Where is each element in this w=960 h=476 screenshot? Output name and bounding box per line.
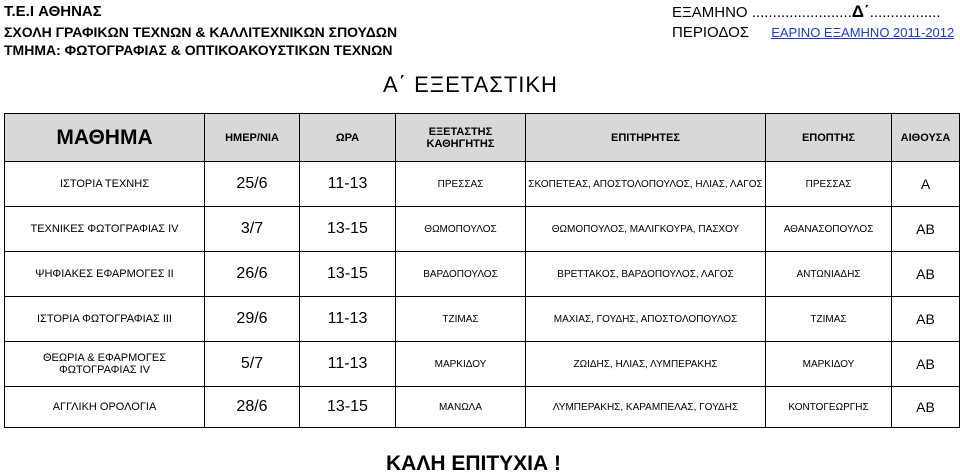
table-row xyxy=(5,342,960,387)
cell-time: 13-15 xyxy=(300,207,396,252)
cell-invigilators: ΣΚΟΠΕΤΕΑΣ, ΑΠΟΣΤΟΛΟΠΟΥΛΟΣ, ΗΛΙΑΣ, ΛΑΓΟΣ xyxy=(526,162,766,207)
cell-room: ΑΒ xyxy=(892,297,960,342)
cell-course: ΙΣΤΟΡΙΑ ΤΕΧΝΗΣ xyxy=(5,162,205,207)
cell-supervisor: ΤΖΙΜΑΣ xyxy=(766,297,892,342)
header-time: ΩΡΑ xyxy=(300,114,396,162)
good-luck-footer: ΚΑΛΗ ΕΠΙΤΥΧΙΑ ! xyxy=(386,452,562,475)
cell-course: ΤΕΧΝΙΚΕΣ ΦΩΤΟΓΡΑΦΙΑΣ IV xyxy=(5,207,205,252)
header-date: ΗΜΕΡ/ΝΙΑ xyxy=(205,114,300,162)
table-row xyxy=(5,387,960,428)
cell-course: ΙΣΤΟΡΙΑ ΦΩΤΟΓΡΑΦΙΑΣ III xyxy=(5,297,205,342)
cell-time: 11-13 xyxy=(300,162,396,207)
table-row xyxy=(5,207,960,252)
cell-examiner: ΒΑΡΔΟΠΟΥΛΟΣ xyxy=(396,252,526,297)
cell-course-line2: ΦΩΤΟΓΡΑΦΙΑΣ IV xyxy=(58,364,151,376)
cell-date: 29/6 xyxy=(205,297,300,342)
header-course: ΜΑΘΗΜΑ xyxy=(5,114,205,162)
cell-invigilators: ΘΩΜΟΠΟΥΛΟΣ, ΜΑΛΙΓΚΟΥΡΑ, ΠΑΣΧΟΥ xyxy=(526,207,766,252)
semester-label: ΕΞΑΜΗΝΟ xyxy=(672,4,748,21)
semester-line xyxy=(672,2,941,22)
cell-date: 3/7 xyxy=(205,207,300,252)
cell-supervisor: ΠΡΕΣΣΑΣ xyxy=(766,162,892,207)
table-row xyxy=(5,297,960,342)
cell-supervisor: ΜΑΡΚΙΔΟΥ xyxy=(766,342,892,387)
cell-examiner: ΜΑΝΩΛΑ xyxy=(396,387,526,428)
cell-supervisor: ΑΝΤΩΝΙΑΔΗΣ xyxy=(766,252,892,297)
header-examiner-line2: ΚΑΘΗΓΗΤΗΣ xyxy=(426,137,495,150)
exam-title: Α΄ ΕΞΕΤΑΣΤΙΚΗ xyxy=(383,72,558,97)
cell-invigilators: ΛΥΜΠΕΡΑΚΗΣ, ΚΑΡΑΜΠΕΛΑΣ, ΓΟΥΔΗΣ xyxy=(526,387,766,428)
school-name: ΣΧΟΛΗ ΓΡΑΦΙΚΩΝ ΤΕΧΝΩΝ & ΚΑΛΛΙΤΕΧΝΙΚΩΝ ΣΠΟΥΔΩΝ xyxy=(4,24,398,40)
cell-time: 13-15 xyxy=(300,387,396,428)
table-row xyxy=(5,252,960,297)
cell-examiner: ΜΑΡΚΙΔΟΥ xyxy=(396,342,526,387)
period-value: ΕΑΡΙΝΟ ΕΞΑΜΗΝΟ 2011-2012 xyxy=(771,25,955,40)
semester-dots-before: ........................ xyxy=(751,4,852,21)
table-header-row xyxy=(5,114,960,162)
cell-course-line1: ΘΕΩΡΙΑ & ΕΦΑΡΜΟΓΕΣ xyxy=(42,352,167,364)
period-line xyxy=(672,24,954,41)
cell-examiner: ΠΡΕΣΣΑΣ xyxy=(396,162,526,207)
cell-invigilators: ΜΑΧΙΑΣ, ΓΟΥΔΗΣ, ΑΠΟΣΤΟΛΟΠΟΥΛΟΣ xyxy=(526,297,766,342)
cell-invigilators: ΖΩΙΔΗΣ, ΗΛΙΑΣ, ΛΥΜΠΕΡΑΚΗΣ xyxy=(526,342,766,387)
cell-invigilators: ΒΡΕΤΤΑΚΟΣ, ΒΑΡΔΟΠΟΥΛΟΣ, ΛΑΓΟΣ xyxy=(526,252,766,297)
cell-room: ΑΒ xyxy=(892,252,960,297)
cell-time: 11-13 xyxy=(300,297,396,342)
cell-date: 26/6 xyxy=(205,252,300,297)
header-examiner xyxy=(396,114,526,162)
cell-date: 28/6 xyxy=(205,387,300,428)
cell-date: 5/7 xyxy=(205,342,300,387)
semester-value: Δ΄ xyxy=(851,2,870,21)
header-invigilators: ΕΠΙΤΗΡΗΤΕΣ xyxy=(526,114,766,162)
cell-room: ΑΒ xyxy=(892,387,960,428)
cell-course xyxy=(5,342,205,387)
cell-room: Α xyxy=(892,162,960,207)
cell-examiner: ΘΩΜΟΠΟΥΛΟΣ xyxy=(396,207,526,252)
institution-name: T.E.I ΑΘΗΝΑΣ xyxy=(4,3,102,20)
cell-examiner: ΤΖΙΜΑΣ xyxy=(396,297,526,342)
cell-time: 13-15 xyxy=(300,252,396,297)
header-supervisor: ΕΠΟΠΤΗΣ xyxy=(766,114,892,162)
cell-date: 25/6 xyxy=(205,162,300,207)
cell-room: ΑΒ xyxy=(892,342,960,387)
cell-supervisor: ΑΘΑΝΑΣΟΠΟΥΛΟΣ xyxy=(766,207,892,252)
cell-course: ΨΗΦΙΑΚΕΣ ΕΦΑΡΜΟΓΕΣ II xyxy=(5,252,205,297)
cell-room: ΑΒ xyxy=(892,207,960,252)
header-room: ΑΙΘΟΥΣΑ xyxy=(892,114,960,162)
semester-dots-after: ................. xyxy=(869,4,941,21)
header-examiner-line1: ΕΞΕΤΑΣΤΗΣ xyxy=(428,125,493,138)
table-row xyxy=(5,162,960,207)
exam-schedule-table xyxy=(4,113,960,428)
cell-course: ΑΓΓΛΙΚΗ ΟΡΟΛΟΓΙΑ xyxy=(5,387,205,428)
department-name: ΤΜΗΜΑ: ΦΩΤΟΓΡΑΦΙΑΣ & ΟΠΤΙΚΟΑΚΟΥΣΤΙΚΩΝ ΤΕΧΝΩΝ xyxy=(4,42,393,58)
cell-time: 11-13 xyxy=(300,342,396,387)
period-label: ΠΕΡΙΟΔΟΣ xyxy=(672,24,750,41)
cell-supervisor: ΚΟΝΤΟΓΕΩΡΓΗΣ xyxy=(766,387,892,428)
